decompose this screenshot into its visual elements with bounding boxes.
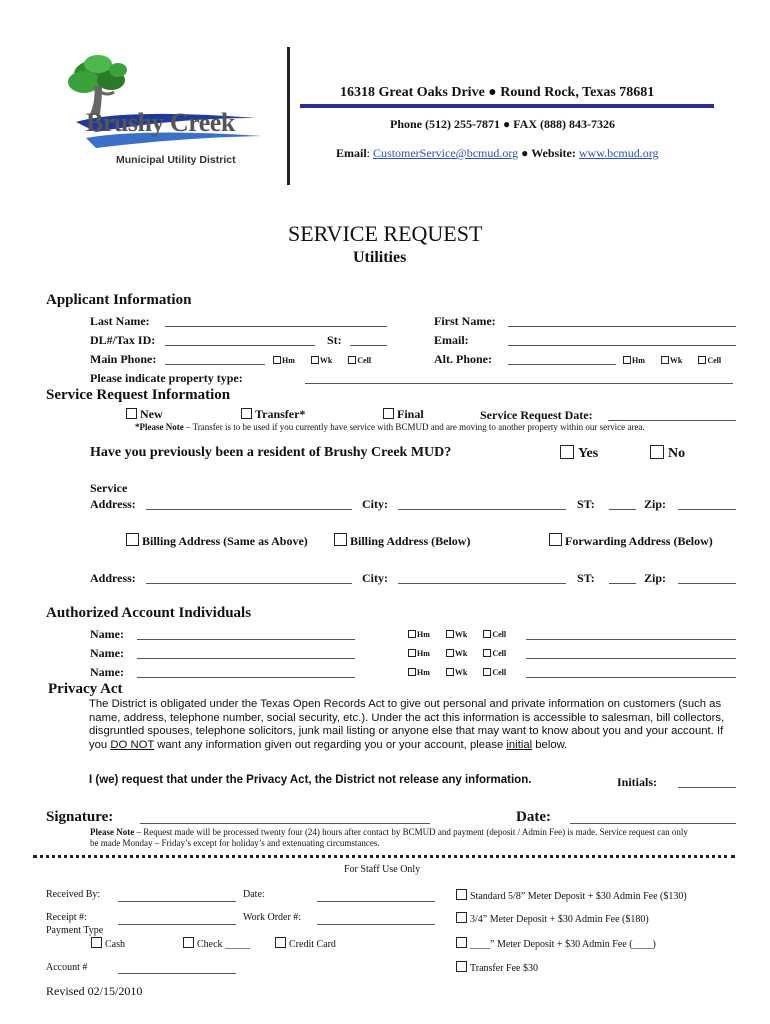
alt-phone-field[interactable] — [508, 364, 616, 365]
page-subtitle: Utilities — [353, 249, 407, 266]
dl-tax-label: DL#/Tax ID: — [90, 333, 156, 347]
alt-phone-cell-checkbox[interactable]: Cell — [698, 356, 721, 365]
logo-wordmark: Brushy Creek — [86, 108, 235, 137]
no-checkbox[interactable]: No — [650, 445, 685, 462]
billing-below-checkbox[interactable]: Billing Address (Below) — [334, 533, 470, 549]
authorized-cell-checkbox-2[interactable]: Cell — [483, 649, 506, 658]
staff-date-label: Date: — [243, 889, 265, 900]
second-zip-label: Zip: — [644, 571, 667, 585]
credit-card-checkbox[interactable]: Credit Card — [275, 937, 336, 950]
first-name-label: First Name: — [434, 314, 496, 328]
authorized-heading: Authorized Account Individuals — [46, 605, 252, 621]
payment-type-label: Payment Type — [46, 925, 104, 936]
second-zip-field[interactable] — [678, 583, 736, 584]
applicant-heading: Applicant Information — [46, 292, 192, 308]
alt-phone-wk-checkbox[interactable]: Wk — [661, 356, 682, 365]
authorized-name-field-3[interactable] — [137, 677, 355, 678]
alt-phone-type — [623, 356, 721, 365]
new-checkbox[interactable]: New — [126, 407, 163, 422]
transfer-note: *Please Note – Transfer is to be used if you currently have service with BCMUD and are moving to another property within our service area. — [135, 422, 645, 432]
logo — [56, 52, 271, 174]
main-phone-wk-checkbox[interactable]: Wk — [311, 356, 332, 365]
page-title: SERVICE REQUEST — [288, 221, 483, 246]
service-zip-field[interactable] — [678, 509, 736, 510]
processing-note: Please Note – Request made will be processed twenty four (24) hours after contact by BCMUD and payment (deposit / Admin Fee) is made. Service request can only be made Monday – Friday’s except for holiday’s and extenuating circumstances. — [90, 827, 688, 848]
dl-state-label: St: — [327, 333, 342, 347]
email-label: Email — [336, 146, 367, 160]
authorized-cell-checkbox-3[interactable]: Cell — [483, 668, 506, 677]
authorized-name-label-1: Name: — [90, 627, 124, 641]
second-address-label: Address: — [90, 571, 136, 585]
service-city-field[interactable] — [398, 509, 566, 510]
staff-heading: For Staff Use Only — [344, 864, 421, 875]
staff-date-field[interactable] — [317, 901, 435, 902]
email-link[interactable]: CustomerService@bcmud.org — [373, 146, 519, 160]
cash-checkbox[interactable]: Cash — [91, 937, 125, 950]
account-label: Account # — [46, 962, 88, 973]
alt-phone-label: Alt. Phone: — [434, 352, 492, 366]
received-by-field[interactable] — [118, 901, 236, 902]
signature-field[interactable] — [140, 823, 430, 824]
authorized-name-label-2: Name: — [90, 646, 124, 660]
authorized-phone-field-1[interactable] — [526, 639, 736, 640]
dl-state-field[interactable] — [350, 345, 387, 346]
last-name-field[interactable] — [165, 326, 387, 327]
authorized-phone-type-2 — [408, 649, 506, 658]
signature-date-label: Date: — [516, 809, 551, 825]
property-type-field[interactable] — [305, 383, 733, 384]
privacy-request: I (we) request that under the Privacy Act, the District not release any information. — [89, 774, 532, 786]
authorized-phone-field-3[interactable] — [526, 677, 736, 678]
alt-phone-hm-checkbox[interactable]: Hm — [623, 356, 645, 365]
second-st-field[interactable] — [609, 583, 636, 584]
service-st-field[interactable] — [609, 509, 636, 510]
revision-date: Revised 02/15/2010 — [46, 984, 143, 998]
service-heading: Service Request Information — [46, 387, 231, 403]
final-checkbox[interactable]: Final — [383, 407, 424, 422]
header-phone-fax: Phone (512) 255-7871 ● FAX (888) 843-7326 — [390, 117, 615, 131]
billing-same-checkbox[interactable]: Billing Address (Same as Above) — [126, 533, 308, 549]
website-link[interactable]: www.bcmud.org — [578, 146, 659, 160]
authorized-name-field-1[interactable] — [137, 639, 355, 640]
website-label: ● Website: — [521, 146, 576, 160]
authorized-hm-checkbox-3[interactable]: Hm — [408, 668, 430, 677]
staff-separator — [33, 855, 735, 858]
logo-subtitle: Municipal Utility District — [116, 154, 236, 166]
authorized-name-label-3: Name: — [90, 665, 124, 679]
service-st-label: ST: — [577, 497, 595, 511]
yes-checkbox[interactable]: Yes — [560, 445, 598, 462]
signature-date-field[interactable] — [570, 823, 736, 824]
authorized-cell-checkbox-1[interactable]: Cell — [483, 630, 506, 639]
authorized-phone-type-1 — [408, 630, 506, 639]
fee-custom-checkbox[interactable]: ____” Meter Deposit + $30 Admin Fee (____) — [456, 937, 656, 950]
authorized-hm-checkbox-1[interactable]: Hm — [408, 630, 430, 639]
work-order-field[interactable] — [317, 924, 435, 925]
main-phone-cell-checkbox[interactable]: Cell — [348, 356, 371, 365]
second-st-label: ST: — [577, 571, 595, 585]
fee-transfer-checkbox[interactable]: Transfer Fee $30 — [456, 961, 538, 974]
account-field[interactable] — [118, 973, 236, 974]
receipt-label: Receipt #: — [46, 912, 87, 923]
authorized-wk-checkbox-3[interactable]: Wk — [446, 668, 467, 677]
check-checkbox[interactable]: Check _____ — [183, 937, 250, 950]
initials-label: Initials: — [617, 775, 658, 789]
privacy-paragraph: The District is obligated under the Texas Open Records Act to give out personal and private information on customers (such as name, address, telephone number, social security, etc.). Under the act this information is accessible to salesman, bill collectors, disgruntled spouses, telephone solicitors, junk mail listing or anyone else that may want to know about you and your account. If you DO NOT want any information given out regarding you or your account, please initial below. — [89, 698, 725, 751]
second-city-field[interactable] — [398, 583, 566, 584]
fee-three-quarter-checkbox[interactable]: 3/4” Meter Deposit + $30 Admin Fee ($180) — [456, 912, 649, 925]
fee-standard-checkbox[interactable]: Standard 5/8” Meter Deposit + $30 Admin Fee ($130) — [456, 889, 687, 902]
second-address-field[interactable] — [146, 583, 352, 584]
privacy-heading: Privacy Act — [48, 681, 123, 697]
receipt-field[interactable] — [118, 924, 236, 925]
authorized-wk-checkbox-2[interactable]: Wk — [446, 649, 467, 658]
work-order-label: Work Order #: — [243, 912, 302, 923]
property-type-label: Please indicate property type: — [90, 371, 243, 385]
second-city-label: City: — [362, 571, 388, 585]
transfer-checkbox[interactable]: Transfer* — [241, 407, 305, 422]
email-field[interactable] — [508, 345, 736, 346]
service-label: Service — [90, 481, 128, 495]
signature-label: Signature: — [46, 809, 114, 825]
authorized-hm-checkbox-2[interactable]: Hm — [408, 649, 430, 658]
request-date-field[interactable] — [608, 420, 736, 421]
header-accent-bar — [300, 104, 714, 108]
main-phone-label: Main Phone: — [90, 352, 157, 366]
service-address-field[interactable] — [146, 509, 352, 510]
main-phone-field[interactable] — [165, 364, 265, 365]
authorized-phone-field-2[interactable] — [526, 658, 736, 659]
header-contact: Email: CustomerService@bcmud.org ● Website: www.bcmud.org — [336, 146, 659, 160]
forwarding-below-checkbox[interactable]: Forwarding Address (Below) — [549, 533, 713, 549]
dl-tax-field[interactable] — [165, 345, 315, 346]
service-city-label: City: — [362, 497, 388, 511]
first-name-field[interactable] — [508, 326, 736, 327]
header-divider — [287, 47, 290, 185]
service-address-label: Address: — [90, 497, 136, 511]
authorized-wk-checkbox-1[interactable]: Wk — [446, 630, 467, 639]
request-date-label: Service Request Date: — [480, 408, 593, 422]
received-by-label: Received By: — [46, 889, 101, 900]
initials-field[interactable] — [678, 787, 736, 788]
service-zip-label: Zip: — [644, 497, 667, 511]
main-phone-type — [273, 356, 371, 365]
main-phone-hm-checkbox[interactable]: Hm — [273, 356, 295, 365]
last-name-label: Last Name: — [90, 314, 150, 328]
header-address: 16318 Great Oaks Drive ● Round Rock, Texas 78681 — [340, 85, 655, 100]
authorized-name-field-2[interactable] — [137, 658, 355, 659]
previous-resident-question: Have you previously been a resident of Brushy Creek MUD? — [90, 445, 452, 460]
authorized-phone-type-3 — [408, 668, 506, 677]
email-field-label: Email: — [434, 333, 469, 347]
